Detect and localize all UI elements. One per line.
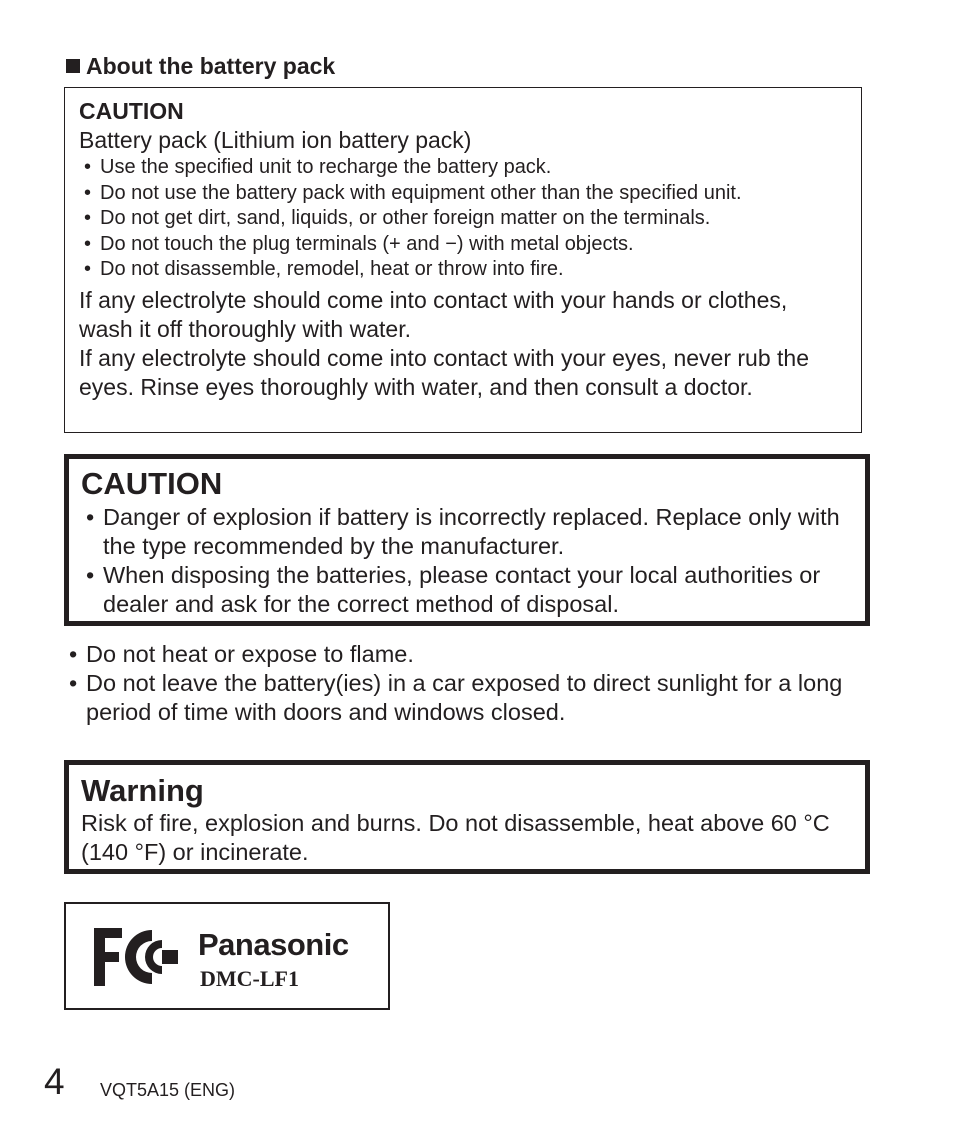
battery-caution-title: CAUTION xyxy=(79,98,184,124)
bullet-icon: • xyxy=(69,641,78,667)
list-item: • Do not use the battery pack with equipment other than the specified unit. xyxy=(79,181,847,207)
bullet-icon: • xyxy=(84,156,92,178)
battery-caution-box xyxy=(64,87,862,433)
battery-caution-list xyxy=(79,155,847,283)
list-item: • Do not get dirt, sand, liquids, or other foreign matter on the terminals. xyxy=(79,206,847,232)
bullet-icon: • xyxy=(69,670,78,696)
list-item: • When disposing the batteries, please contact your local authorities or dealer and ask for the correct method of disposal. xyxy=(86,562,821,617)
section-heading-text: About the battery pack xyxy=(86,53,336,79)
bullet-icon: • xyxy=(86,504,95,530)
list-item: • Do not heat or expose to flame. xyxy=(69,641,414,667)
explosion-caution-list xyxy=(81,503,853,619)
list-item: • Do not leave the battery(ies) in a car exposed to direct sunlight for a long period of time with doors and windows closed. xyxy=(69,670,843,725)
warning-text: Risk of fire, explosion and burns. Do not disassemble, heat above 60 °C (140 °F) or incinerate. xyxy=(81,810,830,865)
list-item: • Danger of explosion if battery is incorrectly replaced. Replace only with the type recommended by the manufacturer. xyxy=(86,504,840,559)
battery-caution-subtitle: Battery pack (Lithium ion battery pack) xyxy=(79,127,472,153)
brand-name: Panasonic xyxy=(198,927,349,962)
fcc-logo-icon xyxy=(92,926,182,988)
bullet-icon: • xyxy=(84,232,92,255)
electrolyte-hands-paragraph: If any electrolyte should come into contact with your hands or clothes, wash it off thoroughly with water. xyxy=(79,286,788,342)
warning-box xyxy=(64,760,870,874)
list-item: • Use the specified unit to recharge the battery pack. xyxy=(79,155,847,181)
electrolyte-eyes-paragraph: If any electrolyte should come into contact with your eyes, never rub the eyes. Rinse eyes thoroughly with water, and then consult a doctor. xyxy=(79,344,809,400)
document-code: VQT5A15 (ENG) xyxy=(100,1080,236,1100)
list-item: • Do not disassemble, remodel, heat or throw into fire. xyxy=(79,257,847,283)
bullet-icon: • xyxy=(86,562,95,588)
bullet-icon: • xyxy=(84,258,92,280)
square-bullet-icon xyxy=(66,59,80,73)
general-precautions-list xyxy=(68,640,868,727)
section-heading xyxy=(66,52,335,80)
list-item: • Do not touch the plug terminals (+ and −) with metal objects. xyxy=(79,232,847,258)
fcc-label-box xyxy=(64,902,390,1010)
page-number: 4 xyxy=(44,1061,65,1102)
bullet-icon: • xyxy=(84,207,92,229)
model-number: DMC-LF1 xyxy=(200,966,299,991)
explosion-caution-title: CAUTION xyxy=(81,466,223,501)
explosion-caution-box xyxy=(64,454,870,626)
warning-title: Warning xyxy=(81,773,204,808)
bullet-icon: • xyxy=(84,181,92,204)
